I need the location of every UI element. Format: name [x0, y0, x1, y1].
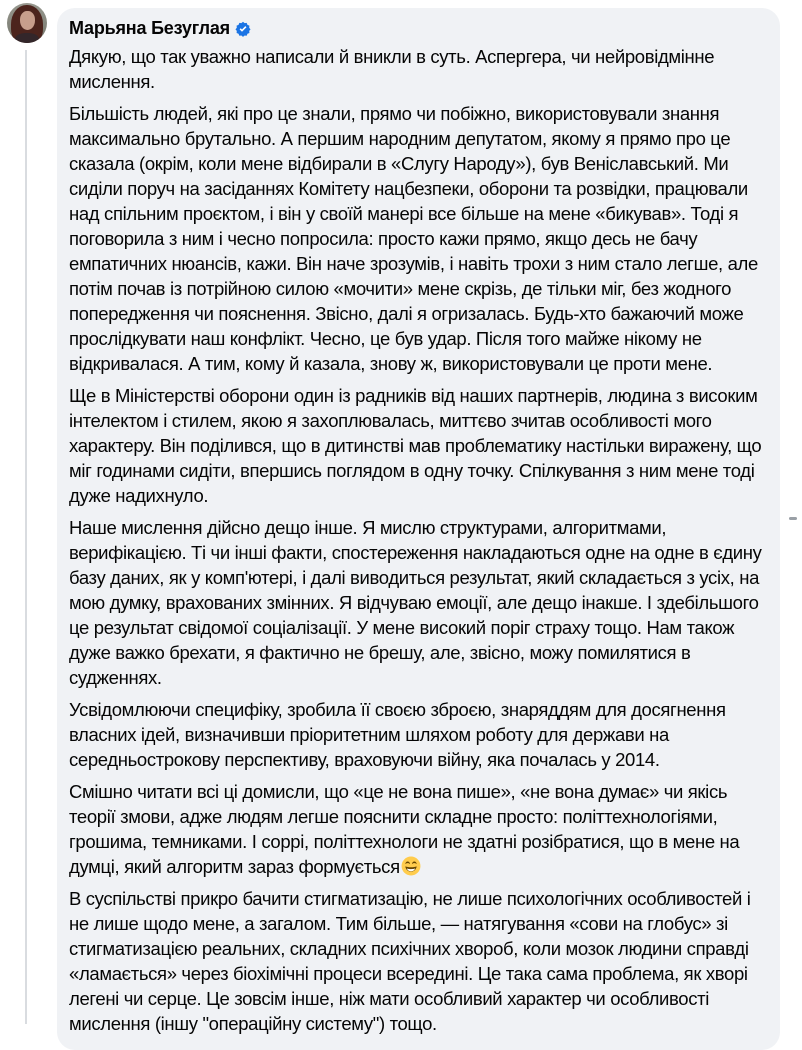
stray-mark	[789, 517, 797, 520]
grinning-emoji-icon	[401, 856, 421, 876]
paragraph-text: Дякую, що так уважно написали й вникли в суть. Аспергера, чи нейровідмінне мислення.	[69, 46, 715, 92]
paragraph-text: Усвідомлюючи специфіку, зробила її своєю зброєю, знаряддям для досягнення власних ідей, визначивши пріоритетним шляхом роботу для держави на середньострокову перспективу, враховуючи війну, яка почалась у 2014.	[69, 699, 726, 770]
post-paragraph	[69, 101, 768, 376]
author-name[interactable]: Марьяна Безуглая	[69, 18, 230, 38]
avatar-art	[20, 11, 35, 30]
post-paragraph	[69, 697, 768, 772]
author-row	[69, 16, 768, 39]
paragraph-text: Смішно читати всі ці домисли, що «це не вона пише», «не вона думає» чи якісь теорії змови, адже людям легше пояснити складне просто: політтехнологіями, грошима, темниками. І соррі, політтехнологи не здатні розібратися, що в мене на думці, який алгоритм зараз формується	[69, 781, 740, 877]
avatar[interactable]	[7, 3, 47, 43]
post-paragraph	[69, 383, 768, 508]
post-paragraph	[69, 44, 768, 94]
avatar-art	[15, 33, 39, 43]
comment-bubble	[57, 8, 780, 1050]
paragraph-text: Наше мислення дійсно дещо інше. Я мислю структурами, алгоритмами, верифікацією. Ті чи інші факти, спостереження накладаються одне на одне в єдину базу даних, як у комп'ютері, і далі виводиться результат, який складається з усіх, на мою думку, врахованих змінних. Я відчуваю емоції, але дещо інакше. І здебільшого це результат свідомої соціалізації. У мене високий поріг страху тощо. Нам також дуже важко брехати, я фактично не брешу, але, звісно, можу помилятися в судженнях.	[69, 517, 762, 688]
post-paragraph	[69, 779, 768, 879]
comment-thread-line	[25, 50, 27, 1024]
paragraph-text: Ще в Міністерстві оборони один із радників від наших партнерів, людина з високим інтелектом і стилем, якою я захоплювалась, миттєво зчитав особливості мого характеру. Він поділився, що в дитинстві мав проблематику настільки виражену, що міг годинами сидіти, впершись поглядом в одну точку. Спілкування з ним мене тоді дуже надихнуло.	[69, 385, 762, 506]
verified-badge-icon	[235, 21, 251, 37]
paragraph-text: Більшість людей, які про це знали, прямо чи побіжно, використовували знання максимально брутально. А першим народним депутатом, якому я прямо про це сказала (окрім, коли мене відбирали в «Слугу Народу»), був Веніславський. Ми сиділи поруч на засіданнях Комітету нацбезпеки, оборони та розвідки, працювали над спільним проєктом, і він у своїй манері все більше на мене «бикував». Тоді я поговорила з ним і чесно попросила: просто кажи прямо, якщо десь не бачу емпатичних нюансів, кажи. Він наче зрозумів, і навіть трохи з ним стало легше, але потім почав із потрійною силою «мочити» мене скрізь, де тільки міг, без жодного попередження чи пояснення. Звісно, далі я огризалась. Будь-хто бажаючий може прослідкувати наш конфлікт. Чесно, це був удар. Після того майже нікому не відкривалася. А тим, кому й казала, знову ж, використовували це проти мене.	[69, 103, 758, 374]
post-paragraph	[69, 886, 768, 1036]
paragraph-text: В суспільстві прикро бачити стигматизацію, не лише психологічних особливостей і не лише щодо мене, а загалом. Тим більше, — натягування «сови на глобус» зі стигматизацією реальних, складних психічних хвороб, коли мозок людини справді «ламається» через біохімічні процеси всередині. Це така сама проблема, як хворі легені чи серце. Це зовсім інше, ніж мати особливий характер чи особливості мислення (іншу "операційну систему") тощо.	[69, 888, 751, 1034]
post-paragraph	[69, 515, 768, 690]
